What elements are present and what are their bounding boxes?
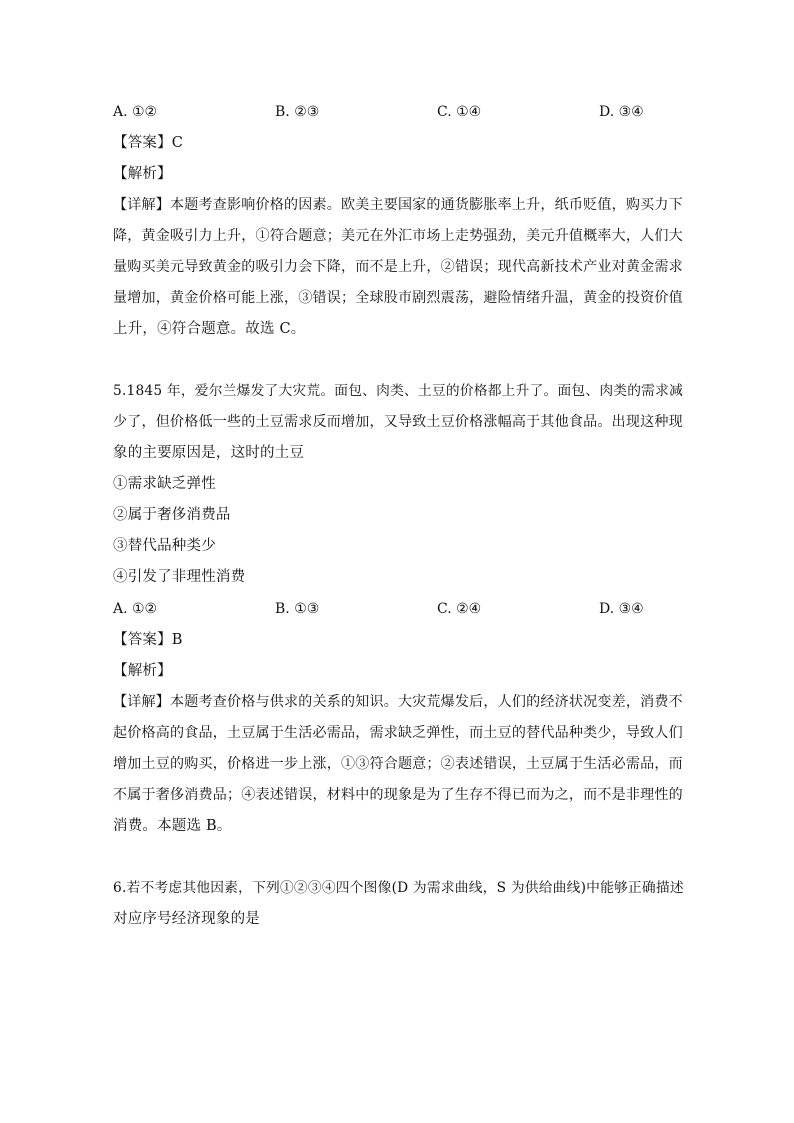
q5-detail-line: 消费。本题选 B。 [113, 818, 232, 834]
q4-detail-line: 【详解】本题考查影响价格的因素。欧美主要国家的通货膨胀率上升，纸币贬值，购买力下 [113, 197, 683, 213]
q5-detail-line: 不属于奢侈消费品；④表述错误，材料中的现象是为了生存不得已而为之，而不是非理性的 [113, 787, 683, 803]
q5-item: ③替代品种类少 [113, 538, 216, 554]
q5-option-d: D. ③④ [599, 601, 644, 617]
q5-detail-line: 起价格高的食品，土豆属于生活必需品，需求缺乏弹性，而土豆的替代品种类少，导致人们 [113, 725, 683, 741]
q4-option-d: D. ③④ [599, 104, 644, 120]
q4-option-c: C. ①④ [437, 104, 482, 120]
q5-option-b: B. ①③ [275, 601, 320, 617]
q4-option-b: B. ②③ [275, 104, 320, 120]
q5-analysis-label: 【解析】 [113, 663, 172, 679]
q5-item: ④引发了非理性消费 [113, 569, 246, 585]
q5-detail-line: 【详解】本题考查价格与供求的关系的知识。大灾荒爆发后，人们的经济状况变差，消费不 [113, 694, 683, 710]
q4-detail-line: 降，黄金吸引力上升，①符合题意；美元在外汇市场上走势强劲，美元升值概率大，人们大 [113, 228, 683, 244]
q5-item: ①需求缺乏弹性 [113, 476, 216, 492]
q4-detail-line: 量购买美元导致黄金的吸引力会下降，而不是上升，②错误；现代高新技术产业对黄金需求 [113, 259, 683, 275]
q4-analysis-label: 【解析】 [113, 166, 172, 182]
q4-answer: 【答案】C [113, 135, 184, 151]
q4-detail-line: 量增加，黄金价格可能上涨，③错误；全球股市剧烈震荡，避险情绪升温，黄金的投资价值 [113, 290, 683, 306]
q4-option-a: A. ①② [113, 104, 158, 120]
q5-item: ②属于奢侈消费品 [113, 507, 231, 523]
q5-option-c: C. ②④ [437, 601, 482, 617]
q6-stem-line: 6.若不考虑其他因素，下列①②③④四个图像(D 为需求曲线，S 为供给曲线)中能够正确描述 [113, 880, 684, 896]
q4-detail-line: 上升，④符合题意。故选 C。 [113, 321, 306, 337]
q5-answer: 【答案】B [113, 632, 183, 648]
q5-stem-line: 象的主要原因是，这时的土豆 [113, 445, 305, 461]
q5-stem-line: 5.1845 年，爱尔兰爆发了大灾荒。面包、肉类、土豆的价格都上升了。面包、肉类的需求减 [113, 383, 684, 399]
q5-detail-line: 增加土豆的购买，价格进一步上涨，①③符合题意；②表述错误，土豆属于生活必需品，而 [113, 756, 683, 772]
q6-stem-line: 对应序号经济现象的是 [113, 911, 260, 927]
q5-option-a: A. ①② [113, 601, 158, 617]
q5-stem-line: 少了，但价格低一些的土豆需求反而增加，又导致土豆价格涨幅高于其他食品。出现这种现 [113, 414, 683, 430]
